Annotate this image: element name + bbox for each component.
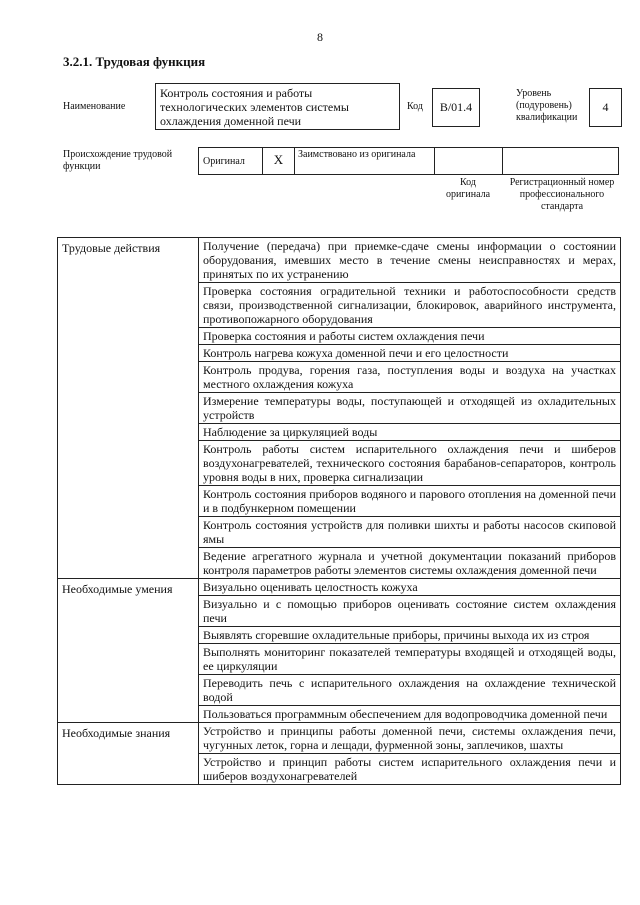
- page-number: 8: [317, 30, 323, 44]
- list-item: Контроль работы систем испарительного охлаждения печи и шиберов воздухонагревателей, технического состояния барабанов-сепараторов, контроль уровня воды в них, проверка сигнализации: [199, 441, 621, 486]
- list-item: Пользоваться программным обеспечением для водопроводчика доменной печи: [199, 706, 621, 723]
- original-mark: X: [263, 148, 295, 174]
- table-row: [58, 723, 621, 754]
- origin-label: Происхождение трудовой функции: [63, 149, 173, 172]
- section-heading: Необходимые знания: [58, 723, 199, 785]
- list-item: Проверка состояния и работы систем охлаждения печи: [199, 328, 621, 345]
- list-item: Визуально оценивать целостность кожуха: [199, 579, 621, 596]
- function-name-value: Контроль состояния и работы технологических элементов системы охлаждения доменной печи: [155, 83, 400, 130]
- code-value: В/01.4: [432, 88, 480, 127]
- section-title: 3.2.1. Трудовая функция: [63, 54, 206, 69]
- list-item: Визуально и с помощью приборов оценивать состояние систем охлаждения печи: [199, 596, 621, 627]
- list-item: Контроль продува, горения газа, поступления воды и воздуха на участках местного охлаждения кожуха: [199, 362, 621, 393]
- original-label: Оригинал: [199, 148, 263, 174]
- table-row: [58, 238, 621, 283]
- borrowed-label: Заимствовано из оригинала: [295, 148, 435, 174]
- list-item: Выявлять сгоревшие охладительные приборы, причины выхода их из строя: [199, 627, 621, 644]
- origin-row: [198, 147, 619, 175]
- function-details-table: [57, 237, 621, 785]
- section-heading: Необходимые умения: [58, 579, 199, 723]
- list-item: Получение (передача) при приемке-сдаче смены информации о состоянии оборудования, имевших место в течение смены неисправностях и мерах, принятых по их устранению: [199, 238, 621, 283]
- code-label: Код: [407, 101, 423, 112]
- list-item: Переводить печь с испарительного охлаждения на охлаждение технической водой: [199, 675, 621, 706]
- level-value: 4: [589, 88, 622, 127]
- list-item: Контроль состояния приборов водяного и парового отопления на доменной печи и в подбункерном помещении: [199, 486, 621, 517]
- list-item: Устройство и принципы работы доменной печи, системы охлаждения печи, чугунных леток, горна и лещади, фурменной зоны, заплечиков, шахты: [199, 723, 621, 754]
- level-label: Уровень (подуровень) квалификации: [516, 88, 578, 123]
- table-row: [58, 579, 621, 596]
- code-caption: Код оригинала: [445, 177, 491, 200]
- list-item: Устройство и принцип работы систем испарительного охлаждения печи и шиберов воздухонагревателей: [199, 754, 621, 785]
- list-item: Выполнять мониторинг показателей температуры входящей и отходящей воды, ее циркуляции: [199, 644, 621, 675]
- registration-number-cell: [503, 148, 618, 174]
- name-label: Наименование: [63, 101, 126, 112]
- list-item: Ведение агрегатного журнала и учетной документации показаний приборов контроля параметров работы элементов системы охлаждения доменной печи: [199, 548, 621, 579]
- list-item: Контроль состояния устройств для поливки шихты и работы насосов скиповой ямы: [199, 517, 621, 548]
- registration-caption: Регистрационный номер профессионального стандарта: [509, 177, 615, 212]
- list-item: Контроль нагрева кожуха доменной печи и его целостности: [199, 345, 621, 362]
- original-code-cell: [435, 148, 503, 174]
- list-item: Наблюдение за циркуляцией воды: [199, 424, 621, 441]
- list-item: Проверка состояния оградительной техники и работоспособности средств связи, производственной сигнализации, блокировок, аварийного инструмента, противопожарного оборудования: [199, 283, 621, 328]
- list-item: Измерение температуры воды, поступающей и отходящей из охладительных устройств: [199, 393, 621, 424]
- section-heading: Трудовые действия: [58, 238, 199, 579]
